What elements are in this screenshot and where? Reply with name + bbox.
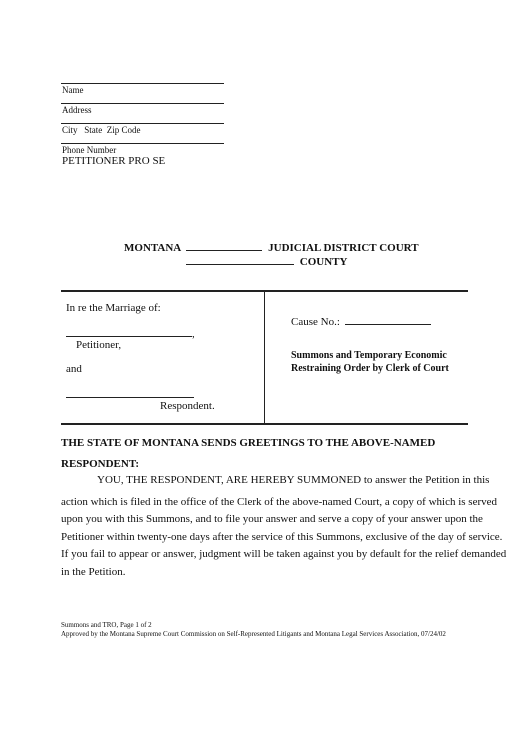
summons-text-line-4: Petitioner within twenty-one days after the service of this Summons, exclusive of the day of service. [61, 531, 503, 543]
address-label: Address [62, 105, 92, 115]
petitioner-comma: , [192, 328, 195, 340]
petitioner-pro-se-label: PETITIONER PRO SE [62, 155, 166, 167]
court-heading-line1 [124, 241, 419, 254]
city-state-zip-line [61, 123, 224, 124]
phone-line [61, 143, 224, 144]
and-label: and [66, 363, 82, 375]
summons-text-line-3: upon you with this Summons, and to file your answer and serve a copy of your answer upon the [61, 513, 483, 525]
cause-number-blank [345, 315, 431, 325]
cause-number-field [291, 315, 431, 328]
greeting-line1: THE STATE OF MONTANA SENDS GREETINGS TO THE ABOVE-NAMED [61, 437, 436, 449]
address-line [61, 103, 224, 104]
summons-text-line-2: action which is filed in the office of the Clerk of the above-named Court, a copy of which is served [61, 496, 497, 508]
respondent-label: Respondent. [160, 400, 215, 412]
footer-approval-note: Approved by the Montana Supreme Court Commission on Self-Represented Litigants and Montana Legal Services Association, 07/24/02 [61, 630, 446, 638]
county-label: COUNTY [299, 256, 348, 268]
respondent-name-line [66, 397, 194, 398]
court-name: JUDICIAL DISTRICT COURT [268, 242, 419, 254]
cause-number-label: Cause No.: [291, 316, 340, 328]
county-name-blank [186, 255, 294, 265]
document-title-line1: Summons and Temporary Economic [291, 350, 447, 361]
petitioner-name-blank [66, 327, 192, 337]
in-re-marriage-label: In re the Marriage of: [66, 302, 161, 314]
caption-divider [264, 291, 265, 424]
name-line [61, 83, 224, 84]
court-heading-line2 [186, 255, 347, 268]
greeting-line2: RESPONDENT: [61, 458, 140, 470]
name-label: Name [62, 85, 84, 95]
petitioner-label: Petitioner, [76, 339, 122, 351]
state-name: MONTANA [124, 242, 181, 254]
document-title-line2: Restraining Order by Clerk of Court [291, 363, 449, 374]
city-state-zip-label: City State Zip Code [62, 125, 141, 135]
summons-text-line-1: YOU, THE RESPONDENT, ARE HEREBY SUMMONED to answer the Petition in this [97, 474, 490, 486]
summons-text-line-6: in the Petition. [61, 566, 126, 578]
footer-page-info: Summons and TRO, Page 1 of 2 [61, 621, 152, 629]
summons-text-line-5: If you fail to appear or answer, judgment will be taken against you by default for the relief demanded [61, 548, 507, 560]
phone-label: Phone Number [62, 145, 117, 155]
district-number-blank [186, 241, 262, 251]
